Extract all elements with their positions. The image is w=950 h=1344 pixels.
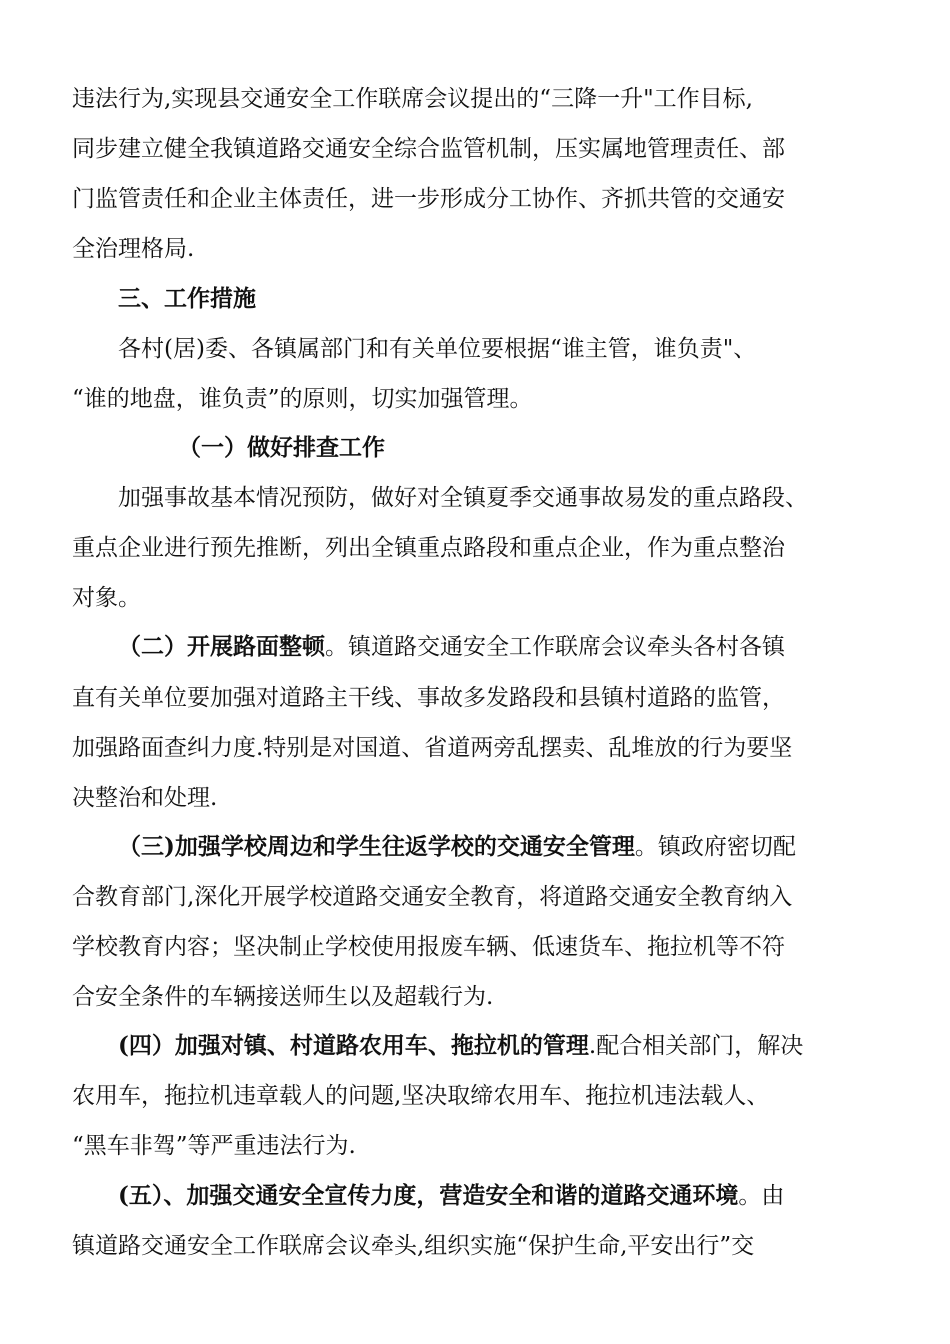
text-line: 农用车，拖拉机违章载人的问题,坚决取缔农用车、拖拉机违法载人、 <box>72 1083 770 1109</box>
text-line: “谁的地盘，谁负责”的原则，切实加强管理。 <box>72 386 533 412</box>
text-line: 决整治和处理. <box>72 785 218 811</box>
item-text: 。由 <box>738 1183 785 1209</box>
item-heading: （一）做好排查工作 <box>178 434 385 461</box>
item-text: 。镇道路交通安全工作联席会议牵头各村各镇 <box>325 634 785 660</box>
item-heading: (四）加强对镇、村道路农用车、拖拉机的管理 <box>118 1032 589 1059</box>
text-line: 各村(居)委、各镇属部门和有关单位要根据“谁主管，谁负责"、 <box>118 336 757 362</box>
text-line: 镇道路交通安全工作联席会议牵头,组织实施“保护生命,平安出行”交 <box>72 1233 755 1259</box>
item-heading: （二）开展路面整顿 <box>118 633 325 660</box>
text-line: 重点企业进行预先推断，列出全镇重点路段和重点企业，作为重点整治 <box>72 535 785 561</box>
item-first-line <box>118 1028 803 1064</box>
item-text: .配合相关部门，解决 <box>588 1033 804 1059</box>
text-line: 直有关单位要加强对道路主干线、事故多发路段和县镇村道路的监管， <box>72 685 785 711</box>
text-line: 合安全条件的车辆接送师生以及超载行为. <box>72 984 494 1010</box>
item-heading: (五）、加强交通安全宣传力度，营造安全和谐的道路交通环境 <box>118 1182 739 1209</box>
item-first-line <box>118 829 796 865</box>
item-text: 。镇政府密切配 <box>634 834 796 860</box>
text-line: 对象。 <box>72 585 141 611</box>
text-line: 全治理格局. <box>72 236 195 262</box>
text-line: 合教育部门,深化开展学校道路交通安全教育，将道路交通安全教育纳入 <box>72 884 793 910</box>
text-line: 门监管责任和企业主体责任，进一步形成分工协作、齐抓共管的交通安 <box>72 186 785 212</box>
item-heading: （三)加强学校周边和学生往返学校的交通安全管理 <box>118 833 635 860</box>
item-first-line <box>118 1178 784 1214</box>
item-first-line <box>118 629 785 665</box>
section-heading: 三、工作措施 <box>118 285 256 312</box>
text-line: 违法行为,实现县交通安全工作联席会议提出的“三降一升"工作目标, <box>72 86 753 112</box>
text-line: 加强事故基本情况预防，做好对全镇夏季交通事故易发的重点路段、 <box>118 485 808 511</box>
text-line: 同步建立健全我镇道路交通安全综合监管机制，压实属地管理责任、部 <box>72 136 785 162</box>
text-line: 学校教育内容；坚决制止学校使用报废车辆、低速货车、拖拉机等不符 <box>72 934 785 960</box>
text-line: “黑车非驾”等严重违法行为. <box>72 1133 356 1159</box>
text-line: 加强路面查纠力度.特别是对国道、省道两旁乱摆卖、乱堆放的行为要坚 <box>72 735 793 761</box>
